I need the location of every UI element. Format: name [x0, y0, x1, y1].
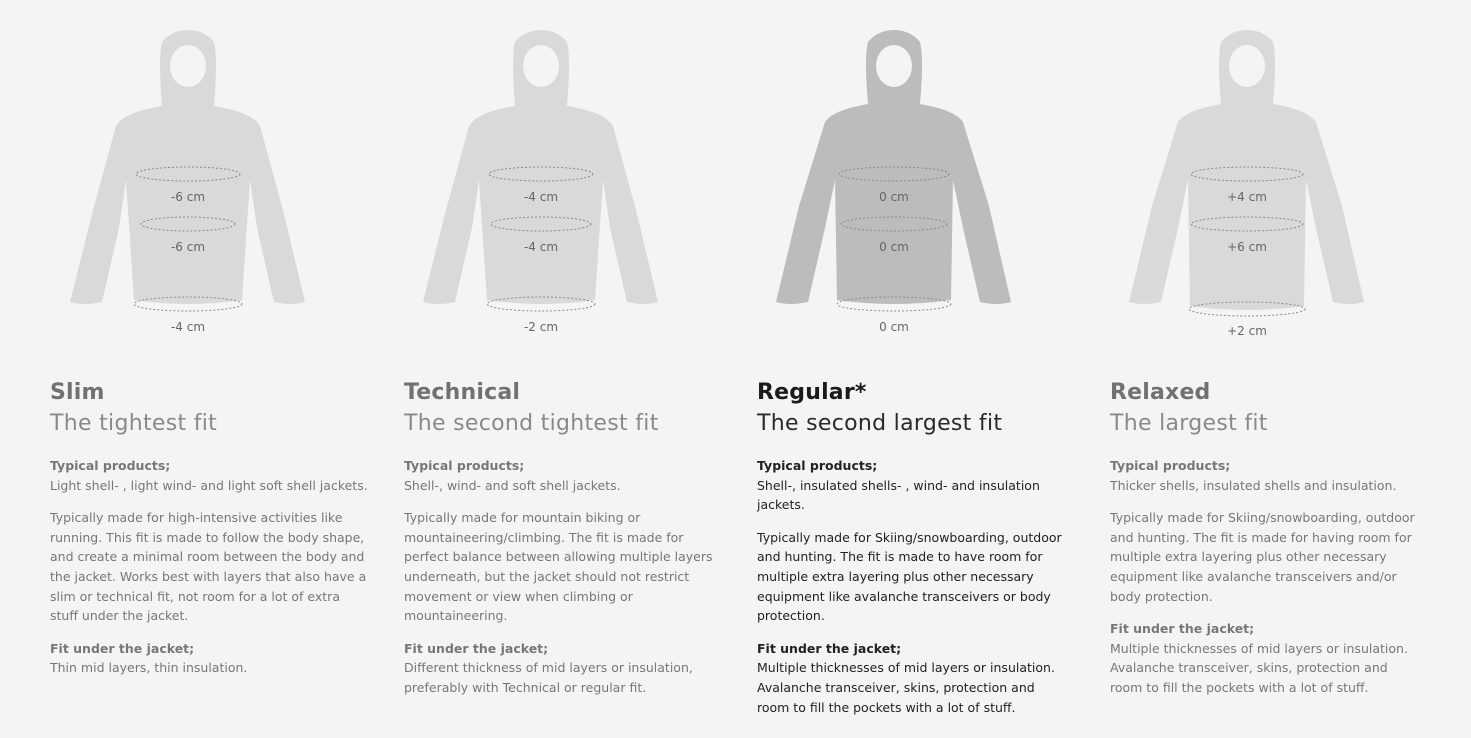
chest-measure: -6 cm: [170, 190, 206, 204]
fit-under-jacket-label: Fit under the jacket;: [50, 640, 195, 656]
chest-measure: 0 cm: [879, 190, 909, 204]
fit-under-jacket-label: Fit under the jacket;: [1110, 621, 1255, 637]
fit-name: Regular*: [757, 380, 867, 405]
fit-tagline: The second tightest fit: [404, 411, 659, 436]
jacket-figure-relaxed: [1090, 0, 1445, 350]
typical-products: [50, 456, 370, 495]
fit-card-slim: [50, 0, 380, 738]
typical-products-label: Typical products;: [404, 458, 525, 473]
jacket-figure-slim: [30, 0, 385, 350]
fit-name: Relaxed: [1110, 380, 1211, 405]
waist-measure: +6 cm: [1227, 240, 1267, 254]
hem-measure: +2 cm: [1227, 324, 1267, 338]
typical-products-label: Typical products;: [757, 458, 878, 473]
typical-products-text: Shell-, insulated shells- , wind- and insulation jackets.: [757, 477, 1040, 513]
waist-measure: -4 cm: [523, 240, 559, 254]
fit-under-jacket-text: Thin mid layers, thin insulation.: [50, 660, 248, 676]
chest-measure: +4 cm: [1227, 190, 1267, 204]
fit-usage-description: Typically made for mountain biking or mountaineering/climbing. The fit is made for perfect balance between allowing multiple layers underneath, but the jacket should not restrict movement or view when climbing or mountaineering.: [404, 510, 713, 624]
fit-name: Slim: [50, 380, 105, 405]
fit-under-jacket: [757, 639, 1069, 717]
typical-products-text: Shell-, wind- and soft shell jackets.: [404, 477, 621, 493]
jacket-silhouette-icon: [1129, 30, 1364, 310]
jacket-figure-technical: [384, 0, 739, 350]
fit-under-jacket: [50, 639, 370, 678]
typical-products-label: Typical products;: [50, 458, 171, 473]
fit-under-jacket: [1110, 619, 1422, 697]
typical-products-text: Thicker shells, insulated shells and insulation.: [1110, 477, 1397, 493]
chest-measure: -4 cm: [523, 190, 559, 204]
fit-description-block: [757, 378, 1069, 730]
hem-measure: -4 cm: [170, 320, 206, 334]
typical-products: [1110, 456, 1422, 495]
fit-description-block: [1110, 378, 1422, 711]
fit-under-jacket-text: Multiple thicknesses of mid layers or insulation. Avalanche transceiver, skins, protection and room to fill the pockets with a lot of stuff.: [1110, 640, 1408, 695]
waist-measure: -6 cm: [170, 240, 206, 254]
fit-under-jacket-text: Different thickness of mid layers or insulation, preferably with Technical or regular fit.: [404, 660, 693, 695]
fit-description-block: [50, 378, 370, 691]
fit-under-jacket: [404, 639, 714, 698]
fit-usage-description: Typically made for high-intensive activities like running. This fit is made to follow the body shape, and create a minimal room between the body and the jacket. Works best with layers that also have a slim or technical fit, not room for a lot of extra stuff under the jacket.: [50, 510, 367, 624]
fit-card-regular: [757, 0, 1087, 738]
jacket-silhouette-icon: [70, 30, 305, 304]
fit-under-jacket-label: Fit under the jacket;: [757, 640, 902, 656]
jacket-silhouette-icon: [423, 30, 658, 304]
fit-usage-description: Typically made for Skiing/snowboarding, outdoor and hunting. The fit is made to have room for multiple extra layering plus other necessary equipment like avalanche transceivers or body protection.: [757, 529, 1062, 624]
typical-products-label: Typical products;: [1110, 458, 1231, 473]
fit-under-jacket-text: Multiple thicknesses of mid layers or insulation. Avalanche transceiver, skins, protection and room to fill the pockets with a lot of stuff.: [757, 660, 1055, 715]
fit-card-relaxed: [1110, 0, 1440, 738]
waist-measure: 0 cm: [879, 240, 909, 254]
fit-tagline: The second largest fit: [757, 411, 1003, 436]
jacket-figure-regular: [737, 0, 1092, 350]
typical-products-text: Light shell- , light wind- and light soft shell jackets.: [50, 477, 368, 493]
typical-products: [404, 456, 714, 495]
fit-under-jacket-label: Fit under the jacket;: [404, 640, 549, 656]
typical-products: [757, 456, 1069, 515]
fit-name: Technical: [404, 380, 521, 405]
fit-card-technical: [404, 0, 734, 738]
fit-tagline: The largest fit: [1110, 411, 1268, 436]
fit-tagline: The tightest fit: [50, 411, 218, 436]
hem-measure: 0 cm: [879, 320, 909, 334]
fit-description-block: [404, 378, 714, 711]
fit-usage-description: Typically made for Skiing/snowboarding, outdoor and hunting. The fit is made for having room for multiple extra layering plus other necessary equipment like avalanche transceivers and/or body protection.: [1110, 510, 1415, 604]
hem-measure: -2 cm: [523, 320, 559, 334]
